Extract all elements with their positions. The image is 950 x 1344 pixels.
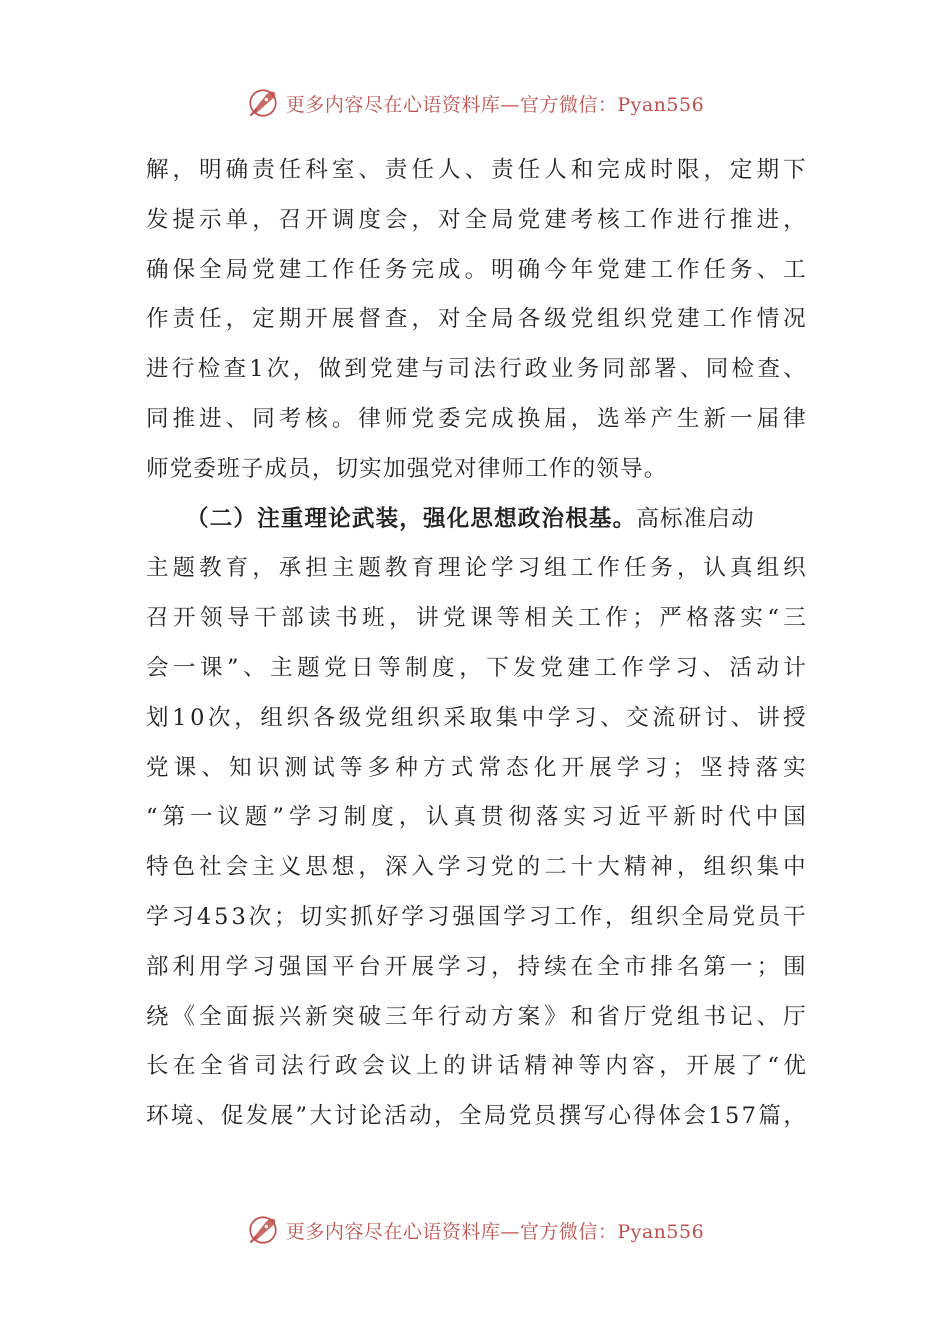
paragraph-line: 会 一 课 ” 、 主 题 党 日 等 制 度 ， 下 发 党 建 工 作 学 习 、 活 动 计 — [146, 654, 806, 681]
paragraph-line: 划 1 0 次 ， 组 织 各 级 党 组 织 采 取 集 中 学 习 、 交 流 研 讨 、 讲 授 — [146, 704, 806, 731]
pen-nib-logo-icon — [246, 1213, 280, 1247]
section-heading: （二）注重理论武装，强化思想政治根基。 — [186, 505, 637, 532]
paragraph-line: 同 推 进 、 同 考 核 。 律 师 党 委 完 成 换 届 ， 选 举 产 生 新 一 届 律 — [146, 405, 806, 432]
paragraph-line: 发 提 示 单 ， 召 开 调 度 会 ， 对 全 局 党 建 考 核 工 作 进 行 推 进 ， — [146, 206, 806, 233]
paragraph-line: 师党委班子成员，切实加强党对律师工作的领导。 — [146, 455, 668, 482]
paragraph-line: 长 在 全 省 司 法 行 政 会 议 上 的 讲 话 精 神 等 内 容 ， 开 展 了 “ 优 — [146, 1053, 806, 1080]
paragraph-line: 特 色 社 会 主 义 思 想 ， 深 入 学 习 党 的 二 十 大 精 神 ， 组 织 集 中 — [146, 854, 806, 881]
paragraph-line: 作 责 任 ， 定 期 开 展 督 查 ， 对 全 局 各 级 党 组 织 党 建 工 作 情 况 — [146, 306, 806, 333]
pen-nib-logo-icon — [246, 86, 280, 120]
paragraph-line: 主 题 教 育 ， 承 担 主 题 教 育 理 论 学 习 组 工 作 任 务 ， 认 真 组 织 — [146, 555, 806, 582]
paragraph-line: 确 保 全 局 党 建 工 作 任 务 完 成 。 明 确 今 年 党 建 工 作 任 务 、 工 — [146, 256, 806, 283]
paragraph-line: 进 行 检 查 1 次 ， 做 到 党 建 与 司 法 行 政 业 务 同 部 署 、 同 检 查 、 — [146, 356, 806, 383]
section-heading-rest: 高标准启动 — [636, 505, 755, 532]
footer-watermark — [0, 1210, 950, 1250]
paragraph-line: 召 开 领 导 干 部 读 书 班 ， 讲 党 课 等 相 关 工 作 ； 严 格 落 实 “ 三 — [146, 605, 806, 632]
paragraph-line: 解 ， 明 确 责 任 科 室 、 责 任 人 、 责 任 人 和 完 成 时 限 ， 定 期 下 — [146, 157, 806, 183]
watermark-text: 更多内容尽在心语资料库—官方微信：Pyan556 — [285, 93, 705, 116]
section-heading-line — [146, 495, 806, 545]
document-body — [146, 146, 806, 1142]
header-watermark — [0, 83, 950, 123]
paragraph-line: 学 习 4 5 3 次 ； 切 实 抓 好 学 习 强 国 学 习 工 作 ， 组 织 全 局 党 员 干 — [146, 903, 806, 930]
paragraph-line: 绕 《 全 面 振 兴 新 突 破 三 年 行 动 方 案 》 和 省 厅 党 组 书 记 、 厅 — [146, 1003, 806, 1030]
paragraph-line: 环 境 、 促 发 展 ” 大 讨 论 活 动 ， 全 局 党 员 撰 写 心 得 体 会 1 5 7 篇 ， — [146, 1103, 806, 1130]
watermark-text: 更多内容尽在心语资料库—官方微信：Pyan556 — [285, 1220, 705, 1243]
paragraph-line: 部 利 用 学 习 强 国 平 台 开 展 学 习 ， 持 续 在 全 市 排 名 第 一 ； 围 — [146, 953, 806, 980]
paragraph-line: “ 第 一 议 题 ” 学 习 制 度 ， 认 真 贯 彻 落 实 习 近 平 新 时 代 中 国 — [146, 804, 806, 831]
paragraph-line: 党 课 、 知 识 测 试 等 多 种 方 式 常 态 化 开 展 学 习 ； 坚 持 落 实 — [146, 754, 806, 781]
